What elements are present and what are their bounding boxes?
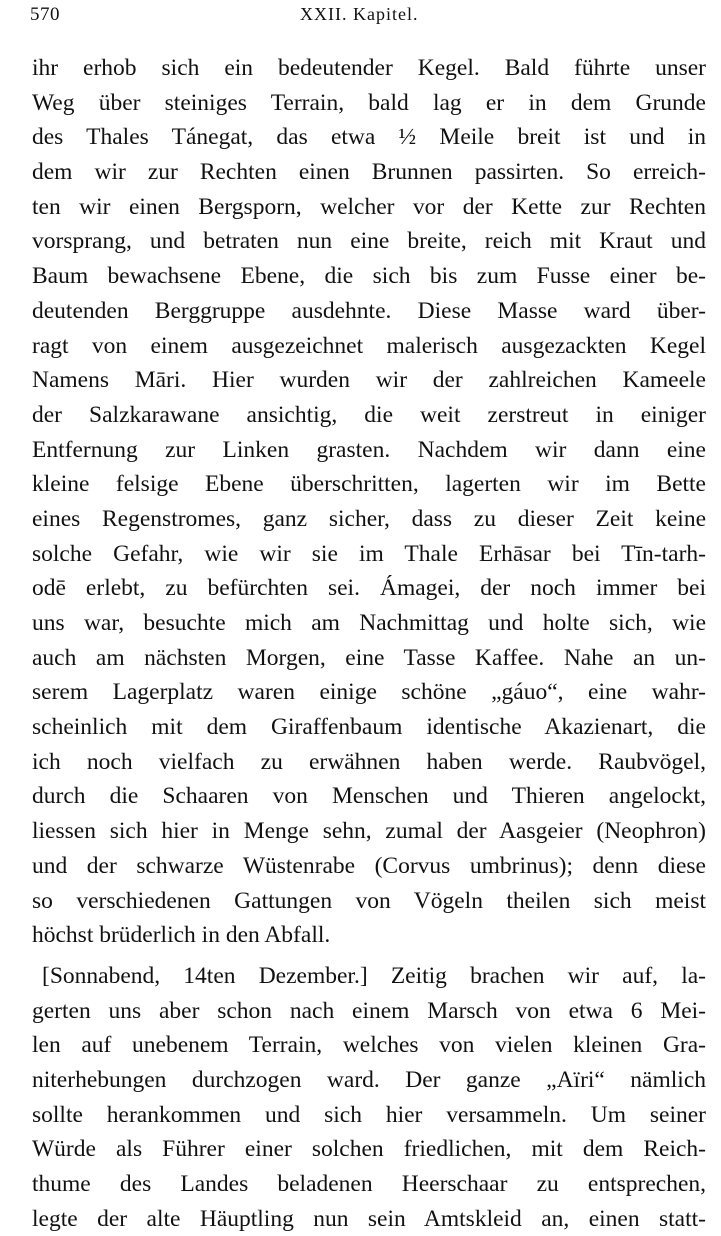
text-line: odē erlebt, zu befürchten sei. Ámagei, der noch immer bei <box>32 575 706 602</box>
text-line: uns war, besuchte mich am Nachmittag und holte sich, wie <box>32 610 706 636</box>
body-text <box>32 51 706 1236</box>
text-line: Namens Māri. Hier wurden wir der zahlreichen Kameele <box>32 367 706 394</box>
text-line: vorsprang, und betraten nun eine breite, reich mit Kraut und <box>32 228 706 255</box>
text-line: Würde als Führer einer solchen friedlichen, mit dem Reich- <box>32 1136 706 1163</box>
text-line: kleine felsige Ebene überschritten, lagerten wir im Bette <box>32 471 706 498</box>
page-number: 570 <box>30 4 60 25</box>
text-line: deutenden Berggruppe ausdehnte. Diese Masse ward über- <box>32 297 706 324</box>
text-line: liessen sich hier in Menge sehn, zumal der Aasgeier (Neophron) <box>32 818 706 845</box>
text-line: ich noch vielfach zu erwähnen haben werde. Raubvögel, <box>32 748 706 775</box>
paragraph-2 <box>32 959 706 1236</box>
text-line: thume des Landes beladenen Heerschaar zu entsprechen, <box>32 1171 706 1197</box>
text-line: niterhebungen durchzogen ward. Der ganze „Aïri“ nämlich <box>32 1066 706 1093</box>
text-line: der Salzkarawane ansichtig, die weit zerstreut in einiger <box>32 401 706 428</box>
text-line: ragt von einem ausgezeichnet malerisch ausgezackten Kegel <box>32 332 706 359</box>
text-line: Weg über steiniges Terrain, bald lag er in dem Grunde <box>32 89 706 116</box>
text-line: [Sonnabend, 14ten Dezember.] Zeitig brachen wir auf, la- <box>42 962 706 989</box>
text-line: sollte herankommen und sich hier versammeln. Um seiner <box>32 1101 706 1128</box>
text-line: auch am nächsten Morgen, eine Tasse Kaffee. Nahe an un- <box>32 644 706 671</box>
text-line: des Thales Tánegat, das etwa ½ Meile breit ist und in <box>32 124 706 151</box>
text-line: solche Gefahr, wie wir sie im Thale Erhāsar bei Tīn-tarh- <box>32 540 706 567</box>
text-line: ihr erhob sich ein bedeutender Kegel. Bald führte unser <box>32 55 706 81</box>
text-line: höchst brüderlich in den Abfall. <box>32 922 331 949</box>
page-header <box>0 2 721 30</box>
text-line: dem wir zur Rechten einen Brunnen passirten. So erreich- <box>32 159 706 186</box>
text-line: Baum bewachsene Ebene, die sich bis zum Fusse einer be- <box>32 263 706 290</box>
text-line: und der schwarze Wüstenrabe (Corvus umbrinus); denn diese <box>32 852 706 879</box>
text-line: durch die Schaaren von Menschen und Thieren angelockt, <box>32 783 706 810</box>
text-line: scheinlich mit dem Giraffenbaum identische Akazienart, die <box>32 714 706 741</box>
text-line: Entfernung zur Linken grasten. Nachdem wir dann eine <box>32 436 706 463</box>
text-line: ten wir einen Bergsporn, welcher vor der Kette zur Rechten <box>32 193 706 220</box>
text-line: legte der alte Häuptling nun sein Amtskleid an, einen statt- <box>32 1205 706 1232</box>
running-head: XXII. Kapitel. <box>300 4 419 24</box>
text-line: serem Lagerplatz waren einige schöne „gáuo“, eine wahr- <box>32 679 706 706</box>
text-line: len auf unebenem Terrain, welches von vielen kleinen Gra- <box>32 1032 706 1059</box>
text-line: gerten uns aber schon nach einem Marsch von etwa 6 Mei- <box>32 997 706 1024</box>
paragraph-1 <box>32 51 706 953</box>
text-line: eines Regenstromes, ganz sicher, dass zu dieser Zeit keine <box>32 505 706 532</box>
text-line: so verschiedenen Gattungen von Vögeln theilen sich meist <box>32 887 706 914</box>
